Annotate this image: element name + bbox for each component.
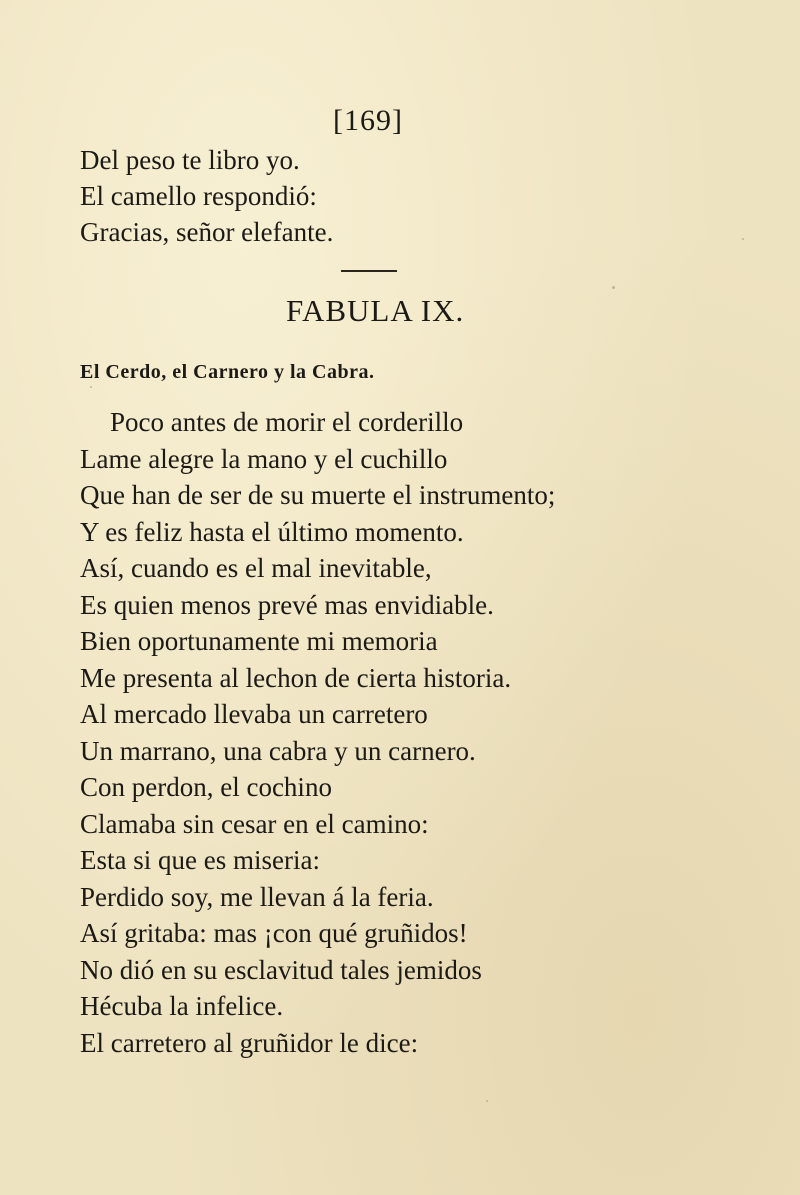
- fable-poem: [60, 404, 780, 1061]
- poem-line: Es quien menos prevé mas envidiable.: [80, 589, 494, 620]
- poem-line: Y es feliz hasta el último momento.: [80, 516, 464, 547]
- poem-line: Me presenta al lechon de cierta historia.: [80, 662, 512, 693]
- poem-line: Hécuba la infelice.: [80, 991, 284, 1021]
- poem-line: Clamaba sin cesar en el camino:: [80, 808, 429, 839]
- preceding-verse-line: Del peso te libro yo.: [80, 145, 300, 175]
- poem-line: El carretero al gruñidor le dice:: [80, 1027, 419, 1058]
- poem-line: Así gritaba: mas ¡con qué gruñidos!: [80, 918, 468, 948]
- section-divider: [341, 270, 397, 272]
- poem-line: Perdido soy, me llevan á la feria.: [80, 881, 434, 912]
- preceding-verse-line: Gracias, señor elefante.: [80, 217, 334, 247]
- poem-line: No dió en su esclavitud tales jemidos: [80, 954, 482, 985]
- poem-line: Un marrano, una cabra y un carnero.: [80, 735, 476, 766]
- paper-speckle: [486, 1100, 488, 1102]
- poem-line: Esta si que es miseria:: [80, 845, 320, 875]
- poem-line: Lame alegre la mano y el cuchillo: [80, 443, 448, 474]
- preceding-verse-line: El camello respondió:: [80, 181, 317, 211]
- poem-line: Poco antes de morir el corderillo: [110, 407, 464, 437]
- paper-speckle: [90, 386, 92, 388]
- poem-line: Bien oportunamente mi memoria: [80, 626, 438, 656]
- paper-speckle: [612, 286, 615, 289]
- poem-line: Que han de ser de su muerte el instrumento;: [80, 480, 556, 510]
- poem-line: Al mercado llevaba un carretero: [80, 699, 428, 729]
- poem-line: Así, cuando es el mal inevitable,: [80, 553, 432, 583]
- poem-line: Con perdon, el cochino: [80, 772, 332, 802]
- page-number: [169]: [333, 104, 403, 137]
- fable-subtitle: El Cerdo, el Carnero y la Cabra.: [80, 361, 375, 383]
- fable-title: FABULA IX.: [286, 293, 465, 328]
- paper-speckle: [742, 238, 744, 240]
